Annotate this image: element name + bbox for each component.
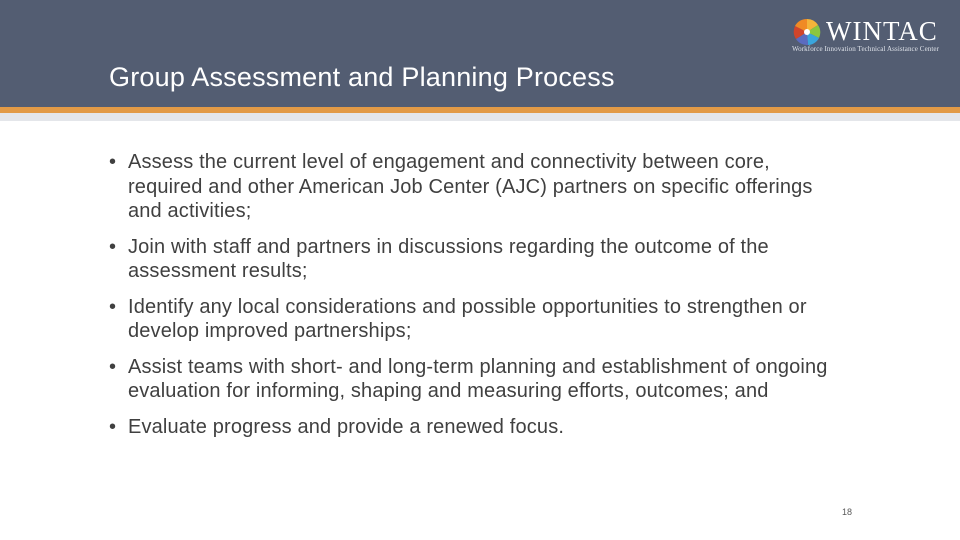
bullet-text: Assess the current level of engagement and connectivity between core, required and other American Job Center (AJC) partners on specific offerings and activities; (128, 151, 813, 222)
bullet-item (109, 415, 849, 440)
bullet-list (109, 150, 849, 450)
logo-wordmark: WINTAC (826, 16, 938, 46)
wintac-logo (790, 12, 950, 56)
bullet-marker: • (109, 151, 117, 173)
bullet-text: Assist teams with short- and long-term planning and establishment of ongoing evaluation for informing, shaping and measuring efforts, outcomes; and (128, 355, 828, 402)
bullet-item (109, 150, 849, 224)
bullet-item (109, 295, 849, 344)
slide-title: Group Assessment and Planning Process (109, 62, 615, 92)
logo-tagline: Workforce Innovation Technical Assistance Center (792, 45, 940, 53)
header-shadow-band (0, 113, 960, 121)
bullet-marker: • (109, 355, 117, 378)
bullet-marker: • (109, 235, 117, 258)
page-number: 18 (841, 507, 852, 517)
bullet-text: Join with staff and partners in discussions regarding the outcome of the assessment results; (128, 235, 769, 282)
bullet-marker: • (109, 295, 117, 318)
bullet-item (109, 235, 849, 284)
pinwheel-icon (792, 17, 822, 47)
bullet-marker: • (109, 415, 117, 438)
bullet-text: Evaluate progress and provide a renewed focus. (128, 415, 565, 438)
bullet-text: Identify any local considerations and possible opportunities to strengthen or develop improved partnerships; (128, 295, 807, 342)
bullet-item (109, 355, 849, 404)
